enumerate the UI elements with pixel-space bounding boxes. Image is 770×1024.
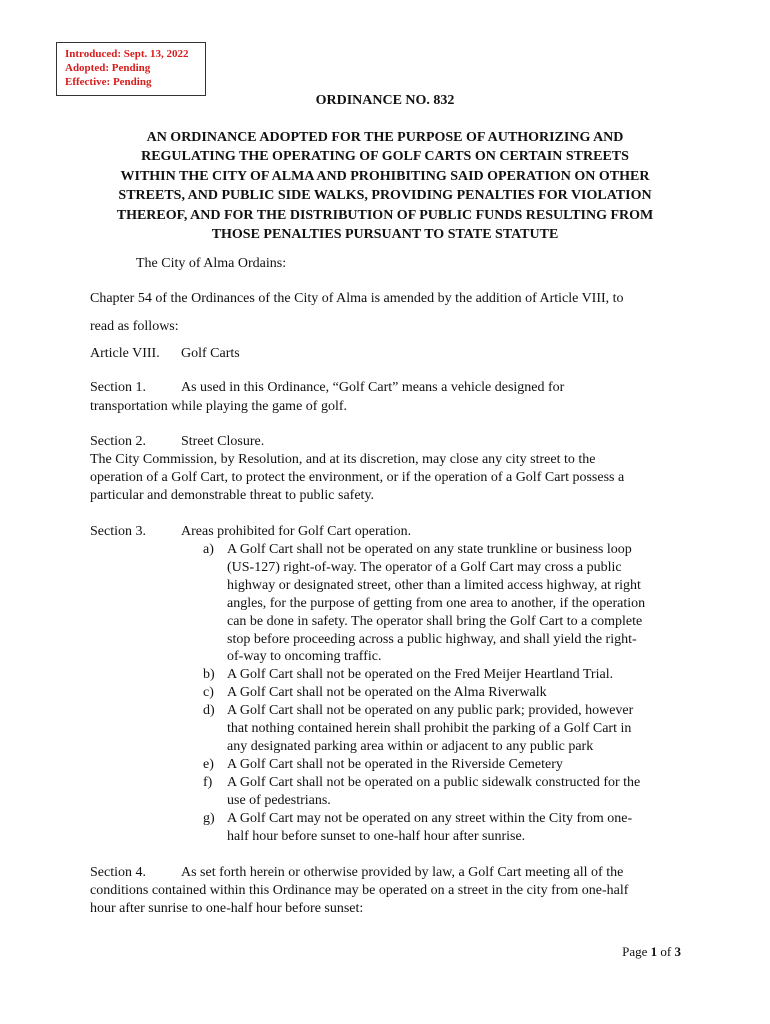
effective-status: Effective: Pending bbox=[65, 76, 152, 88]
list-item-label: b) bbox=[203, 667, 215, 683]
list-item-line: A Golf Cart shall not be operated in the Riverside Cemetery bbox=[227, 756, 563, 772]
list-item-line: A Golf Cart shall not be operated on any public park; provided, however bbox=[227, 703, 634, 719]
list-item-line: A Golf Cart may not be operated on any street within the City from one- bbox=[227, 810, 633, 826]
heading-line: WITHIN THE CITY OF ALMA AND PROHIBITING SAID OPERATION ON OTHER bbox=[120, 168, 650, 184]
section-4-line: conditions contained within this Ordinance may be operated on a street in the city from one-half bbox=[90, 883, 629, 898]
list-item-label: g) bbox=[203, 810, 215, 826]
list-item-line: use of pedestrians. bbox=[227, 792, 331, 808]
list-item-line: (US-127) right-of-way. The operator of a Golf Cart may cross a public bbox=[227, 559, 622, 575]
section-1-label: Section 1. bbox=[90, 380, 146, 395]
list-item-line: that nothing contained herein shall prohibit the parking of a Golf Cart in bbox=[227, 721, 632, 737]
list-item bbox=[203, 774, 645, 810]
list-item bbox=[203, 756, 645, 774]
list-item-label: d) bbox=[203, 703, 215, 719]
list-item-line: can be done in safety. The operator shall bring the Golf Cart to a complete bbox=[227, 613, 643, 629]
introduced-date: Introduced: Sept. 13, 2022 bbox=[65, 48, 189, 60]
list-item-line: angles, for the purpose of getting from one area to another, if the operation bbox=[227, 595, 646, 611]
adopted-status: Adopted: Pending bbox=[65, 62, 151, 74]
list-item-label: f) bbox=[203, 774, 213, 790]
current-page-number: 1 bbox=[650, 944, 658, 959]
section-3-title: Areas prohibited for Golf Cart operation. bbox=[181, 524, 412, 539]
heading-line: STREETS, AND PUBLIC SIDE WALKS, PROVIDING PENALTIES FOR VIOLATION bbox=[118, 188, 652, 204]
list-item bbox=[203, 666, 645, 684]
section-1-text-cont: transportation while playing the game of golf. bbox=[90, 399, 347, 414]
list-item-line: A Golf Cart shall not be operated on the Alma Riverwalk bbox=[227, 685, 547, 701]
article-label: Article VIII. bbox=[90, 346, 160, 361]
heading-line: AN ORDINANCE ADOPTED FOR THE PURPOSE OF AUTHORIZING AND bbox=[146, 130, 624, 145]
section-1-text: As used in this Ordinance, “Golf Cart” means a vehicle designed for bbox=[181, 380, 565, 395]
list-item bbox=[203, 541, 645, 666]
list-item bbox=[203, 684, 645, 702]
section-2-line: operation of a Golf Cart, to protect the environment, or if the operation of a Golf Cart possess a bbox=[90, 470, 625, 485]
section-2-line: The City Commission, by Resolution, and at its discretion, may close any city street to the bbox=[90, 452, 596, 467]
list-item bbox=[203, 810, 645, 846]
list-item-line: A Golf Cart shall not be operated on a public sidewalk constructed for the bbox=[227, 774, 641, 790]
list-item-line: stop before proceeding across a public highway, and shall yield the right- bbox=[227, 631, 637, 647]
chapter-intro-line-1: Chapter 54 of the Ordinances of the City of Alma is amended by the addition of Article VIII, to bbox=[90, 291, 624, 306]
status-box bbox=[56, 42, 206, 96]
chapter-intro-line-2: read as follows: bbox=[90, 319, 179, 334]
section-2-line: particular and demonstrable threat to public safety. bbox=[90, 488, 375, 503]
list-item-label: a) bbox=[203, 542, 214, 557]
ordinance-heading bbox=[70, 128, 700, 244]
list-item-line: highway or designated street, other than a limited access highway, at right bbox=[227, 577, 641, 593]
section-3-label: Section 3. bbox=[90, 524, 146, 539]
page-footer bbox=[622, 944, 681, 960]
section-4-body bbox=[90, 882, 628, 918]
heading-line: REGULATING THE OPERATING OF GOLF CARTS ON CERTAIN STREETS bbox=[141, 149, 629, 165]
list-item-line: any designated parking area within or adjacent to any public park bbox=[227, 738, 594, 754]
list-item-line: A Golf Cart shall not be operated on any state trunkline or business loop bbox=[227, 542, 632, 557]
list-item-label: c) bbox=[203, 685, 214, 701]
heading-line: THOSE PENALTIES PURSUANT TO STATE STATUTE bbox=[211, 227, 559, 243]
article-title: Golf Carts bbox=[181, 346, 240, 361]
total-pages-number: 3 bbox=[674, 944, 681, 959]
section-2-title: Street Closure. bbox=[181, 434, 265, 449]
section-2-label: Section 2. bbox=[90, 434, 146, 449]
list-item-line: A Golf Cart shall not be operated on the Fred Meijer Heartland Trial. bbox=[227, 667, 614, 683]
prohibited-areas-list bbox=[203, 541, 645, 845]
section-4-line: hour after sunrise to one-half hour before sunset: bbox=[90, 901, 364, 916]
section-4-label: Section 4. bbox=[90, 865, 146, 880]
heading-line: THEREOF, AND FOR THE DISTRIBUTION OF PUBLIC FUNDS RESULTING FROM bbox=[116, 207, 654, 223]
section-2-body bbox=[90, 451, 624, 505]
page-word: Page bbox=[622, 944, 648, 959]
list-item-line: half hour before sunset to one-half hour after sunrise. bbox=[227, 828, 526, 844]
list-item-label: e) bbox=[203, 756, 214, 772]
ordains-line: The City of Alma Ordains: bbox=[136, 256, 287, 271]
of-word: of bbox=[660, 944, 672, 959]
ordinance-title: ORDINANCE NO. 832 bbox=[315, 93, 455, 108]
list-item-line: of-way to oncoming traffic. bbox=[227, 649, 382, 665]
list-item bbox=[203, 702, 645, 756]
section-4-text: As set forth herein or otherwise provided by law, a Golf Cart meeting all of the bbox=[181, 865, 624, 880]
